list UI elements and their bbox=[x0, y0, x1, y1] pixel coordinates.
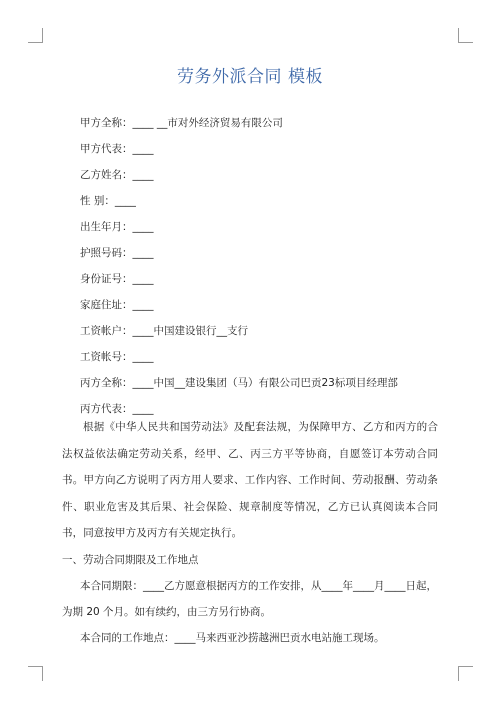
crop-mark-top-right bbox=[458, 28, 473, 43]
field-gender: 性 别：____ bbox=[80, 195, 136, 207]
term-line-2: 为期 20 个月。如有续约，由三方另行协商。 bbox=[62, 606, 272, 618]
field-party-c-name: 丙方全称：____中国__建设集团（马）有限公司巴贡23标项目经理部 bbox=[80, 377, 398, 389]
crop-mark-top-left bbox=[28, 28, 43, 43]
field-id-number: 身份证号：____ bbox=[80, 273, 154, 285]
field-party-b-name: 乙方姓名：____ bbox=[80, 169, 154, 181]
field-party-a-rep: 甲方代表：____ bbox=[80, 143, 154, 155]
term-line-1: 本合同期限：____乙方愿意根据丙方的工作安排，从____年____月____日起， bbox=[80, 580, 437, 592]
crop-mark-bottom-right bbox=[458, 666, 473, 681]
field-party-a-name: 甲方全称：____ __市对外经济贸易有限公司 bbox=[80, 117, 283, 129]
section-1-heading: 一、劳动合同期限及工作地点 bbox=[62, 554, 199, 566]
intro-paragraph: 根据《中华人民共和国劳动法》及配套法规，为保障甲方、乙方和丙方的合法权益依法确定劳动关系，经甲、乙、丙三方平等协商，自愿签订本劳动合同书。甲方向乙方说明了丙方用人要求、工作内容、工作时间、劳动报酬、劳动条件、职业危害及其后果、社会保险、规章制度等情况，乙方已认真阅读本合同书，同意按甲方及丙方有关规定执行。 bbox=[62, 421, 438, 540]
work-location-line: 本合同的工作地点：____马来西亚沙捞越洲巴贡水电站施工现场。 bbox=[80, 632, 385, 644]
document-title: 劳务外派合同 模板 bbox=[177, 67, 323, 87]
field-birth-date: 出生年月：____ bbox=[80, 221, 154, 233]
field-salary-account: 工资帐户：____中国建设银行__支行 bbox=[80, 325, 248, 337]
field-home-address: 家庭住址：____ bbox=[80, 299, 154, 311]
field-passport-number: 护照号码：____ bbox=[80, 247, 154, 259]
field-party-c-rep: 丙方代表：____ bbox=[80, 403, 154, 415]
crop-mark-bottom-left bbox=[28, 666, 43, 681]
field-salary-account-number: 工资帐号：____ bbox=[80, 351, 154, 363]
